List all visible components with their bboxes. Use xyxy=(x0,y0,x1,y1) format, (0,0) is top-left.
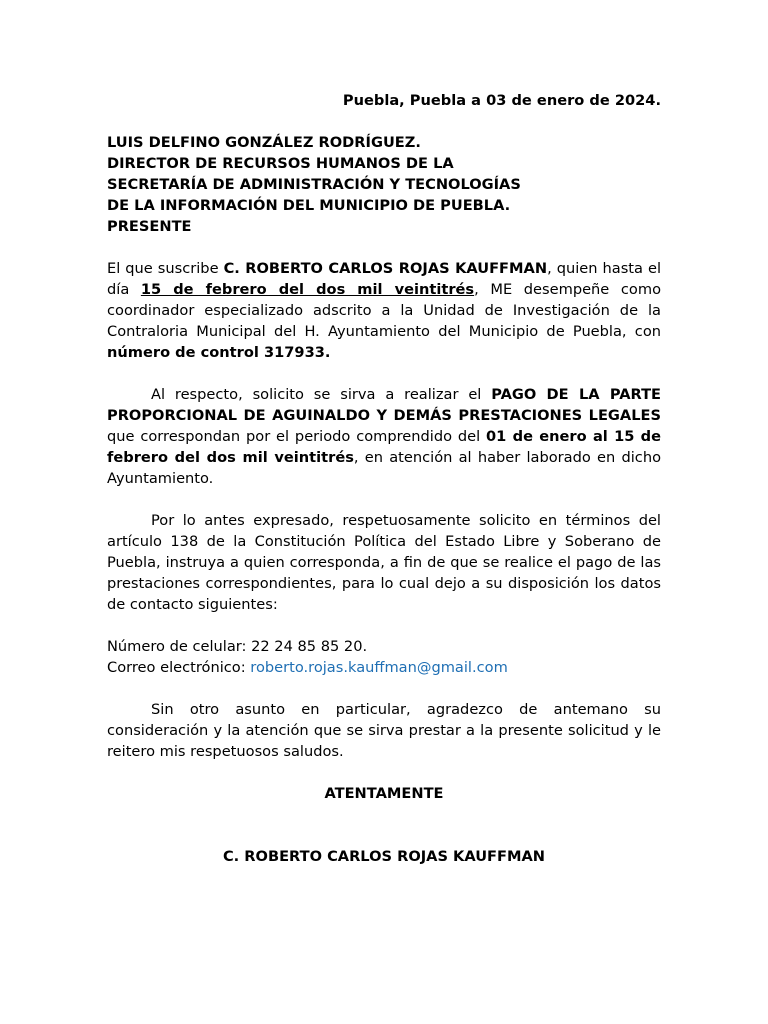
closing-atentamente: ATENTAMENTE xyxy=(324,785,444,802)
paragraph-request xyxy=(107,384,661,489)
sender-name-bold: C. ROBERTO CARLOS ROJAS KAUFFMAN xyxy=(223,260,548,277)
signature-name: C. ROBERTO CARLOS ROJAS KAUFFMAN xyxy=(222,848,546,865)
intro-text-1: El que suscribe xyxy=(107,260,224,277)
date-line: Puebla, Puebla a 03 de enero de 2024. xyxy=(342,92,661,109)
paragraph-legal-basis: Por lo antes expresado, respetuosamente solicito en términos del artículo 138 de la Constitución Política del Estado Libre y Soberano de Puebla, instruya a quien corresponda, a fin de que se realice el pago de las prestaciones correspondientes, para lo cual dejo a su disposición los datos de contacto siguientes: xyxy=(107,512,661,613)
recipient-name: LUIS DELFINO GONZÁLEZ RODRÍGUEZ. xyxy=(107,134,421,151)
recipient-title-line-1: DIRECTOR DE RECURSOS HUMANOS DE LA xyxy=(107,155,454,172)
intro-text-2: , quien hasta el día xyxy=(107,260,661,298)
letter-body xyxy=(107,90,661,867)
phone-line: Número de celular: 22 24 85 85 20. xyxy=(107,638,368,655)
intro-text-3: , ME desempeñe como coordinador especializado adscrito a la Unidad de Investigación de la Contraloria Municipal del H. Ayuntamiento del Municipio de Puebla, con xyxy=(107,281,661,340)
paragraph-introduction xyxy=(107,258,661,363)
paragraph-closing: Sin otro asunto en particular, agradezco de antemano su consideración y la atención que se sirva prestar a la presente solicitud y le reitero mis respetuosos saludos. xyxy=(107,701,661,760)
request-period-bold: 01 de enero al 15 de febrero del dos mil veintitrés xyxy=(107,428,662,466)
email-line xyxy=(107,657,661,678)
recipient-title-line-2: SECRETARÍA DE ADMINISTRACIÓN Y TECNOLOGÍAS xyxy=(107,176,521,193)
recipient-block xyxy=(107,132,661,237)
request-text-1: Al respecto, solicito se sirva a realizar el xyxy=(151,386,492,403)
recipient-presente: PRESENTE xyxy=(107,218,192,235)
email-label: Correo electrónico: xyxy=(107,659,251,676)
recipient-title-line-3: DE LA INFORMACIÓN DEL MUNICIPIO DE PUEBLA. xyxy=(107,197,511,214)
control-number: número de control 317933. xyxy=(107,344,331,361)
end-date-underlined: 15 de febrero del dos mil veintitrés xyxy=(140,281,475,298)
email-link[interactable]: roberto.rojas.kauffman@gmail.com xyxy=(250,659,508,676)
request-text-3: , en atención al haber laborado en dicho Ayuntamiento. xyxy=(107,449,661,487)
contact-block xyxy=(107,636,661,678)
request-text-2: que correspondan por el periodo comprendido del xyxy=(107,428,487,445)
request-payment-bold: PAGO DE LA PARTE PROPORCIONAL DE AGUINALDO Y DEMÁS PRESTACIONES LEGALES xyxy=(107,386,661,424)
